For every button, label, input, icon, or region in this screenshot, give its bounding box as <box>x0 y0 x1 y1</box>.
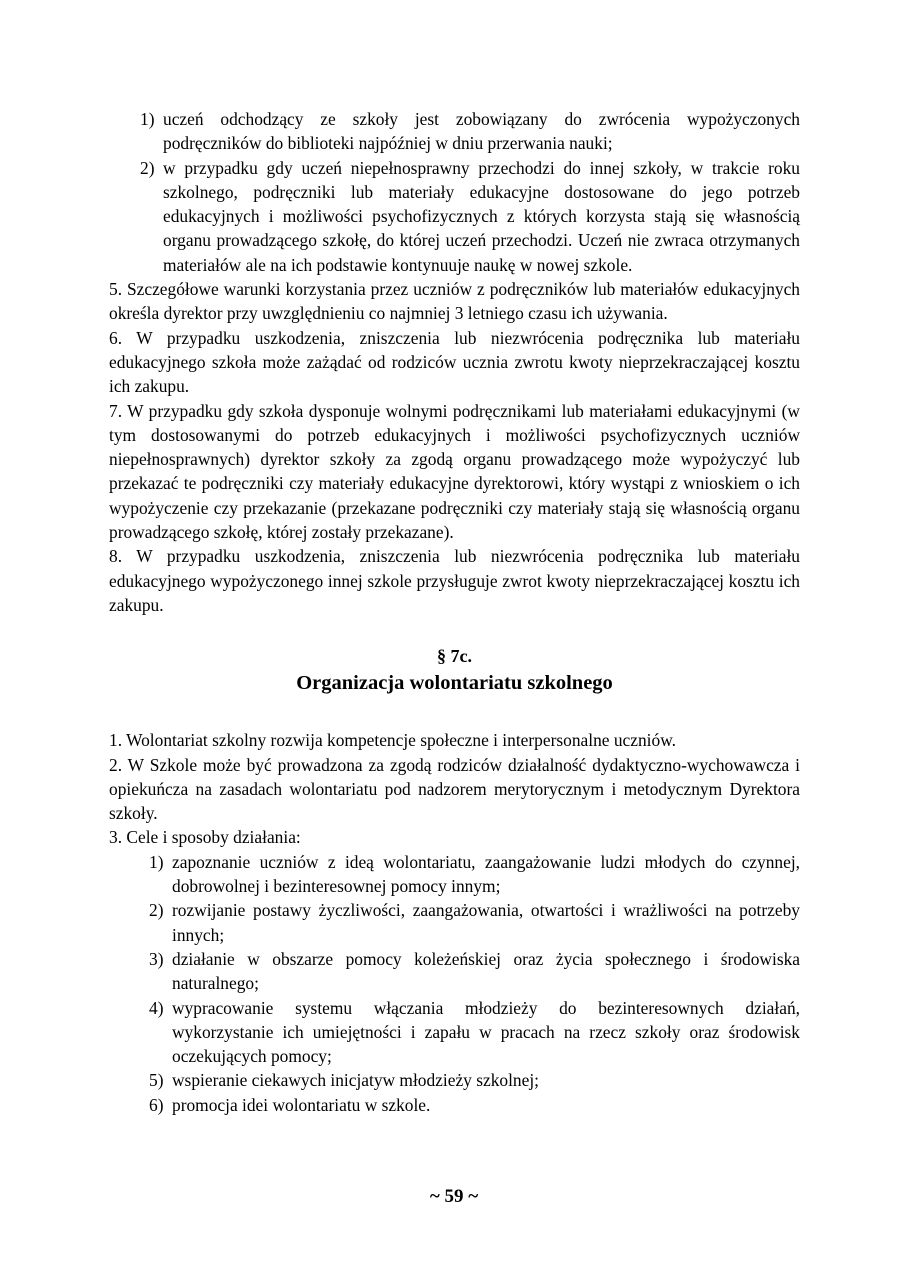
goal-item <box>109 996 800 1069</box>
list-item <box>109 107 800 156</box>
paragraph-6: 6. W przypadku uszkodzenia, zniszczenia lub niezwrócenia podręcznika lub materiału edukacyjnego szkoła może zażądać od rodziców ucznia zwrotu kwoty nieprzekraczającej kosztu ich zakupu. <box>109 327 800 397</box>
volunteering-item-2: 2. W Szkole może być prowadzona za zgodą rodziców działalność dydaktyczno-wychowawcza i opiekuńcza na zasadach wolontariatu pod nadzorem merytorycznym i metodycznym Dyrektora szkoły. <box>109 754 800 824</box>
goal-number: 5) <box>149 1070 164 1091</box>
list-item-number: 2) <box>140 157 155 178</box>
goal-item <box>109 1068 800 1092</box>
paragraph-7: 7. W przypadku gdy szkoła dysponuje wolnymi podręcznikami lub materiałami edukacyjnymi (w tym dostosowanymi do potrzeb edukacyjnych i możliwości psychofizycznych uczniów niepełnosprawnych) dyrektor szkoły za zgodą organu prowadzącego może wypożyczyć lub przekazać te podręczniki czy materiały edukacyjne dyrektorowi, który wystąpi z wnioskiem o ich wypożyczenie czy przekazanie (przekazane podręczniki czy materiały stają się własnością organu prowadzącego szkołę, której zostały przekazane). <box>109 400 800 543</box>
returning-textbooks-list <box>109 107 800 277</box>
goal-text: zapoznanie uczniów z ideą wolontariatu, zaangażowanie ludzi młodych do czynnej, dobrowolnej i bezinteresownej pomocy innym; <box>172 851 800 897</box>
goal-text: promocja idei wolontariatu w szkole. <box>172 1094 431 1115</box>
goal-text: wypracowanie systemu włączania młodzieży do bezinteresownych działań, wykorzystanie ich umiejętności i zapału w pracach na rzecz szkoły oraz środowisk oczekujących pomocy; <box>172 997 800 1067</box>
goal-item <box>109 898 800 947</box>
goal-number: 3) <box>149 948 164 969</box>
volunteering-item-1: 1. Wolontariat szkolny rozwija kompetencje społeczne i interpersonalne uczniów. <box>109 730 676 751</box>
page-number: ~ 59 ~ <box>429 1186 479 1207</box>
paragraph-5: 5. Szczegółowe warunki korzystania przez uczniów z podręczników lub materiałów edukacyjnych określa dyrektor przy uwzględnieniu co najmniej 3 letniego czasu ich używania. <box>109 279 800 324</box>
goal-text: rozwijanie postawy życzliwości, zaangażowania, otwartości i wrażliwości na potrzeby innych; <box>172 900 800 945</box>
list-item-text: uczeń odchodzący ze szkoły jest zobowiązany do zwrócenia wypożyczonych podręczników do biblioteki najpóźniej w dniu przerwania nauki; <box>163 109 800 154</box>
document-page <box>109 107 800 1117</box>
goal-number: 4) <box>149 997 164 1018</box>
goal-number: 1) <box>149 851 164 872</box>
list-item-number: 1) <box>140 109 155 129</box>
paragraph-8: 8. W przypadku uszkodzenia, zniszczenia lub niezwrócenia podręcznika lub materiału edukacyjnego wypożyczonego innej szkole przysługuje zwrot kwoty nieprzekraczającej kosztu ich zakupu. <box>109 546 800 615</box>
section-title: Organizacja wolontariatu szkolnego <box>296 672 613 695</box>
list-item <box>109 156 800 277</box>
goal-item <box>109 947 800 996</box>
volunteering-item-3: 3. Cele i sposoby działania: <box>109 827 301 848</box>
goal-number: 6) <box>149 1094 164 1115</box>
goal-item <box>109 1093 800 1117</box>
section-heading <box>109 644 800 698</box>
goal-text: wspieranie ciekawych inicjatyw młodzieży szkolnej; <box>172 1070 540 1091</box>
section-number: § 7c. <box>437 646 472 667</box>
goal-item <box>109 850 800 899</box>
goal-text: działanie w obszarze pomocy koleżeńskiej oraz życia społecznego i środowiska naturalnego; <box>172 948 800 994</box>
goals-list <box>109 850 800 1117</box>
goal-number: 2) <box>149 900 164 921</box>
list-item-text: w przypadku gdy uczeń niepełnosprawny przechodzi do innej szkoły, w trakcie roku szkolnego, podręczniki lub materiały edukacyjne dostosowane do jego potrzeb edukacyjnych i możliwości psychofizycznych z których korzysta stają się własnością organu prowadzącego szkołę, do której uczeń przechodzi. Uczeń nie zwraca otrzymanych materiałów ale na ich podstawie kontynuuje naukę w nowej szkole. <box>163 157 800 275</box>
